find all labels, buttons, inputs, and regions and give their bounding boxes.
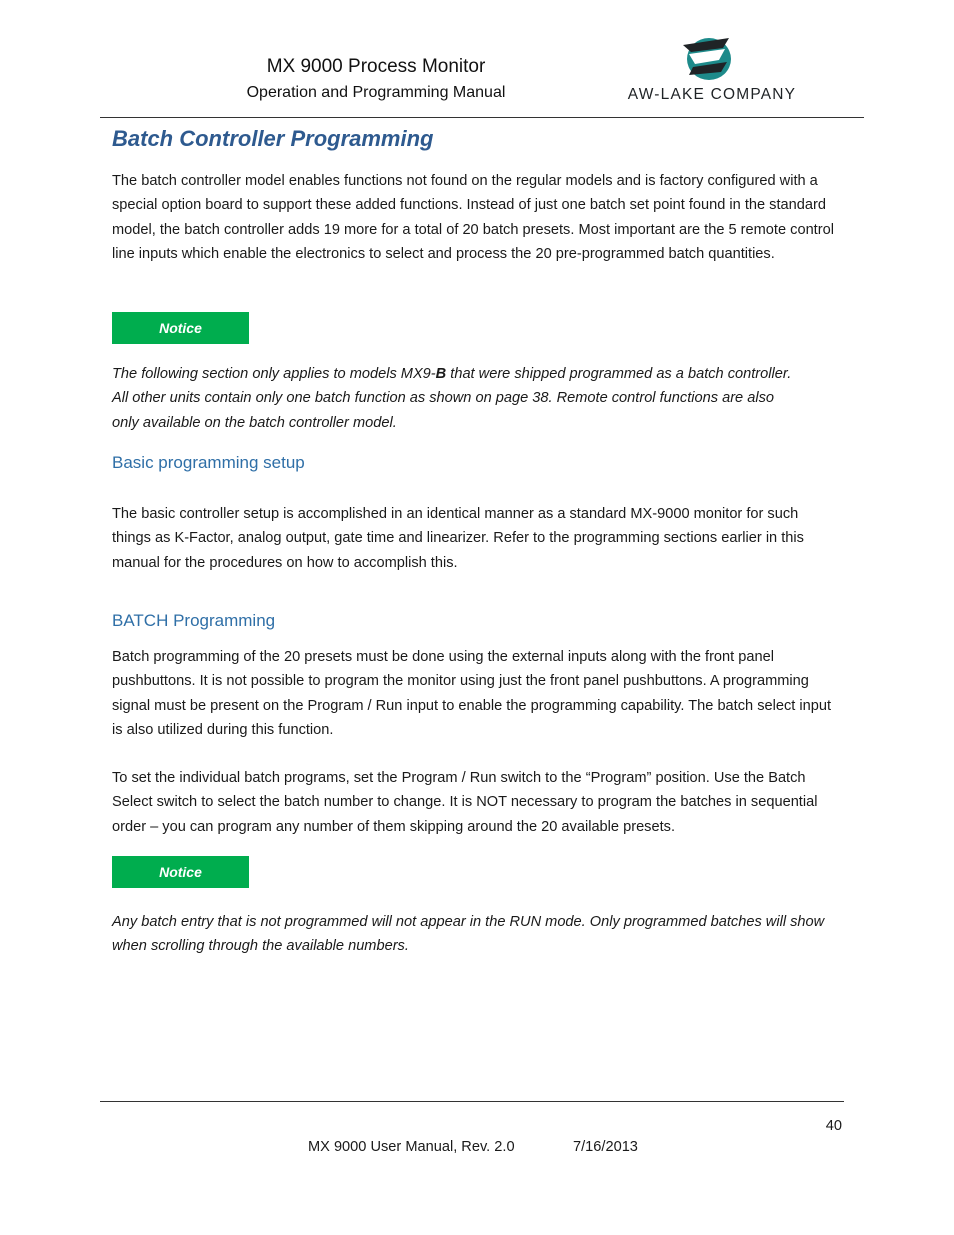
- footer-divider: [100, 1101, 844, 1102]
- footer-document-name: MX 9000 User Manual, Rev. 2.0: [308, 1139, 515, 1155]
- batch-programming-paragraph-2: To set the individual batch programs, set the Program / Run switch to the “Program” position. Use the Batch Select switch to select the batch number to change. It is NOT necessary to program the batches in sequential order – you can program any number of them skipping around the 20 available presets.: [112, 770, 818, 835]
- basic-setup-paragraph: The basic controller setup is accomplished in an identical manner as a standard MX-9000 monitor for such things as K-Factor, analog output, gate time and linearizer. Refer to the programming sections earlier in this manual for the procedures on how to accomplish this.: [112, 506, 804, 571]
- header-divider: [100, 117, 864, 118]
- notice-text: [112, 362, 792, 435]
- aw-lake-logo-icon: [679, 34, 739, 84]
- model-suffix: B: [435, 366, 447, 382]
- notice-badge: Notice: [112, 312, 249, 344]
- notice-text-part: that were shipped programmed as a batch controller. All other units contain only one batch function as shown on page 38. Remote control functions are also only available on the batch controller model.: [112, 366, 792, 431]
- section-title: Batch Controller Programming: [112, 126, 434, 151]
- page-number: 40: [825, 1118, 842, 1134]
- notice-text: Any batch entry that is not programmed will not appear in the RUN mode. Only programmed batches will show when scrolling through the available numbers.: [112, 914, 825, 955]
- intro-paragraph: The batch controller model enables functions not found on the regular models and is factory configured with a special option board to support these added functions. Instead of just one batch set point found in the standard model, the batch controller adds 19 more for a total of 20 batch presets. Most important are the 5 remote control line inputs which enable the electronics to select and process the 20 pre-programmed batch quantities.: [112, 173, 834, 262]
- batch-programming-heading: BATCH Programming: [112, 611, 276, 630]
- document-title: MX 9000 Process Monitor: [266, 56, 486, 77]
- document-subtitle: Operation and Programming Manual: [246, 84, 506, 101]
- notice-text-part: The following section only applies to models MX9-: [112, 366, 436, 382]
- batch-programming-paragraph-1: Batch programming of the 20 presets must be done using the external inputs along with the front panel pushbuttons. It is not possible to program the monitor using just the front panel pushbuttons. A programming signal must be present on the Program / Run input to enable the programming capability. The batch select input is also utilized during this function.: [112, 649, 832, 738]
- footer-date: 7/16/2013: [573, 1139, 638, 1155]
- basic-setup-heading: Basic programming setup: [112, 453, 305, 472]
- notice-badge: Notice: [112, 856, 249, 888]
- company-logo-text: AW-LAKE COMPANY: [627, 86, 797, 103]
